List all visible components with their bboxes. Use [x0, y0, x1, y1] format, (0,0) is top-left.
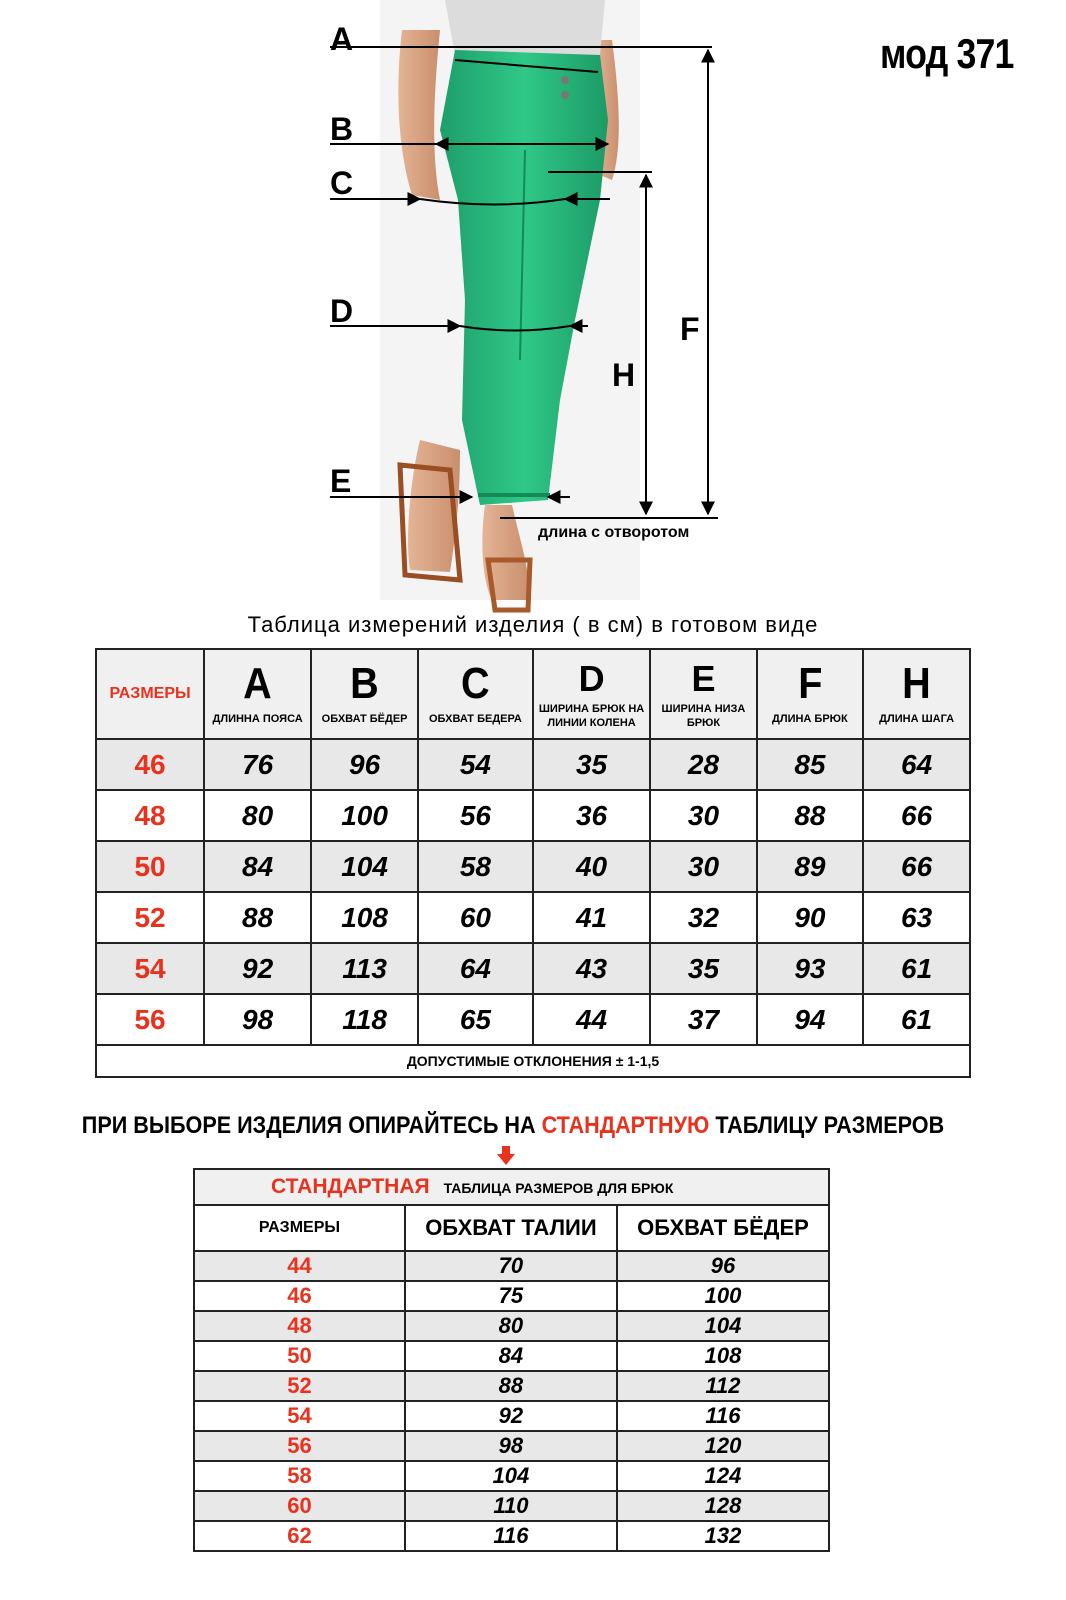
label-a: A: [330, 21, 354, 57]
table-row: [194, 1461, 829, 1491]
value-cell: 58: [418, 841, 533, 892]
measure-table-header: [96, 649, 970, 739]
size-cell: 50: [96, 841, 204, 892]
label-e: E: [330, 463, 352, 499]
measure-table-title: Таблица измерений изделия ( в см) в готовом виде: [247, 612, 819, 637]
hips-header: ОБХВАТ БЁДЕР: [617, 1205, 829, 1251]
size-cell: 48: [194, 1311, 405, 1341]
value-cell: 94: [757, 994, 864, 1045]
value-cell: 80: [204, 790, 311, 841]
label-b: B: [330, 111, 354, 147]
size-cell: 62: [194, 1521, 405, 1551]
value-cell: 118: [311, 994, 418, 1045]
size-cell: 50: [194, 1341, 405, 1371]
value-cell: 32: [650, 892, 756, 943]
cuff-length-note: длина с отворотом: [538, 524, 690, 541]
size-cell: 52: [96, 892, 204, 943]
value-cell: 66: [863, 841, 970, 892]
hips-cell: 108: [617, 1341, 829, 1371]
waist-header: ОБХВАТ ТАЛИИ: [405, 1205, 617, 1251]
waist-cell: 84: [405, 1341, 617, 1371]
value-cell: 63: [863, 892, 970, 943]
pants-measurement-figure: [0, 0, 1066, 620]
table-row: [194, 1311, 829, 1341]
tolerance-note: ДОПУСТИМЫЕ ОТКЛОНЕНИЯ ± 1-1,5: [96, 1045, 970, 1077]
hips-cell: 116: [617, 1401, 829, 1431]
waist-cell: 116: [405, 1521, 617, 1551]
value-cell: 44: [533, 994, 651, 1045]
choose-size-instruction: ПРИ ВЫБОРЕ ИЗДЕЛИЯ ОПИРАЙТЕСЬ НА СТАНДАРТНУЮ ТАБЛИЦУ РАЗМЕРОВ: [81, 1112, 945, 1139]
hips-cell: 100: [617, 1281, 829, 1311]
value-cell: 30: [650, 790, 756, 841]
value-cell: 64: [418, 943, 533, 994]
value-cell: 113: [311, 943, 418, 994]
value-cell: 88: [757, 790, 864, 841]
table-row: [96, 790, 970, 841]
hips-cell: 96: [617, 1251, 829, 1281]
col-header-e: E ШИРИНА НИЗА БРЮК: [650, 649, 756, 739]
size-cell: 48: [96, 790, 204, 841]
value-cell: 36: [533, 790, 651, 841]
col-header-b: B ОБХВАТ БЁДЕР: [311, 649, 418, 739]
value-cell: 65: [418, 994, 533, 1045]
table-row: [96, 739, 970, 790]
value-cell: 89: [757, 841, 864, 892]
waist-cell: 98: [405, 1431, 617, 1461]
model-label: мод 371: [880, 30, 1014, 77]
col-header-a: A ДЛИННА ПОЯСА: [204, 649, 311, 739]
value-cell: 35: [533, 739, 651, 790]
sizes-header: РАЗМЕРЫ: [96, 649, 204, 739]
label-h: H: [612, 357, 636, 393]
value-cell: 104: [311, 841, 418, 892]
value-cell: 54: [418, 739, 533, 790]
value-cell: 64: [863, 739, 970, 790]
table-row: [194, 1251, 829, 1281]
size-cell: 58: [194, 1461, 405, 1491]
value-cell: 37: [650, 994, 756, 1045]
hips-cell: 124: [617, 1461, 829, 1491]
size-cell: 54: [96, 943, 204, 994]
value-cell: 93: [757, 943, 864, 994]
standard-table-header: [194, 1205, 829, 1251]
value-cell: 40: [533, 841, 651, 892]
table-row: [194, 1371, 829, 1401]
hips-cell: 104: [617, 1311, 829, 1341]
table-row: [194, 1491, 829, 1521]
standard-size-table: [193, 1168, 830, 1552]
label-c: C: [330, 165, 354, 201]
col-header-h: H ДЛИНА ШАГА: [863, 649, 970, 739]
value-cell: 85: [757, 739, 864, 790]
hips-cell: 128: [617, 1491, 829, 1521]
tolerance-row: [96, 1045, 970, 1077]
value-cell: 30: [650, 841, 756, 892]
col-header-c: C ОБХВАТ БЕДЕРА: [418, 649, 533, 739]
standard-table-title: СТАНДАРТНАЯ ТАБЛИЦА РАЗМЕРОВ ДЛЯ БРЮК: [194, 1169, 829, 1205]
standard-sizes-header: РАЗМЕРЫ: [194, 1205, 405, 1251]
waist-cell: 75: [405, 1281, 617, 1311]
value-cell: 41: [533, 892, 651, 943]
table-row: [194, 1401, 829, 1431]
table-row: [194, 1521, 829, 1551]
value-cell: 60: [418, 892, 533, 943]
value-cell: 100: [311, 790, 418, 841]
value-cell: 92: [204, 943, 311, 994]
col-header-f: F ДЛИНА БРЮК: [757, 649, 864, 739]
label-d: D: [330, 293, 354, 329]
waist-cell: 110: [405, 1491, 617, 1521]
size-cell: 46: [96, 739, 204, 790]
size-cell: 56: [194, 1431, 405, 1461]
label-f: F: [680, 311, 700, 347]
value-cell: 66: [863, 790, 970, 841]
value-cell: 90: [757, 892, 864, 943]
table-row: [96, 892, 970, 943]
measure-table: [95, 648, 971, 1078]
hips-cell: 120: [617, 1431, 829, 1461]
size-cell: 54: [194, 1401, 405, 1431]
value-cell: 96: [311, 739, 418, 790]
table-row: [194, 1431, 829, 1461]
value-cell: 35: [650, 943, 756, 994]
value-cell: 28: [650, 739, 756, 790]
waist-cell: 92: [405, 1401, 617, 1431]
value-cell: 61: [863, 943, 970, 994]
size-cell: 60: [194, 1491, 405, 1521]
size-cell: 56: [96, 994, 204, 1045]
table-row: [96, 994, 970, 1045]
table-row: [96, 943, 970, 994]
value-cell: 98: [204, 994, 311, 1045]
value-cell: 56: [418, 790, 533, 841]
col-header-d: D ШИРИНА БРЮК НА ЛИНИИ КОЛЕНА: [533, 649, 651, 739]
value-cell: 84: [204, 841, 311, 892]
value-cell: 61: [863, 994, 970, 1045]
size-cell: 46: [194, 1281, 405, 1311]
hips-cell: 132: [617, 1521, 829, 1551]
standard-table-title-row: [194, 1169, 829, 1205]
arrow-down-icon: [496, 1146, 516, 1166]
table-row: [194, 1281, 829, 1311]
value-cell: 76: [204, 739, 311, 790]
value-cell: 88: [204, 892, 311, 943]
size-cell: 44: [194, 1251, 405, 1281]
waist-cell: 104: [405, 1461, 617, 1491]
size-cell: 52: [194, 1371, 405, 1401]
hips-cell: 112: [617, 1371, 829, 1401]
value-cell: 108: [311, 892, 418, 943]
value-cell: 43: [533, 943, 651, 994]
table-row: [194, 1341, 829, 1371]
waist-cell: 88: [405, 1371, 617, 1401]
table-row: [96, 841, 970, 892]
waist-cell: 80: [405, 1311, 617, 1341]
waist-cell: 70: [405, 1251, 617, 1281]
